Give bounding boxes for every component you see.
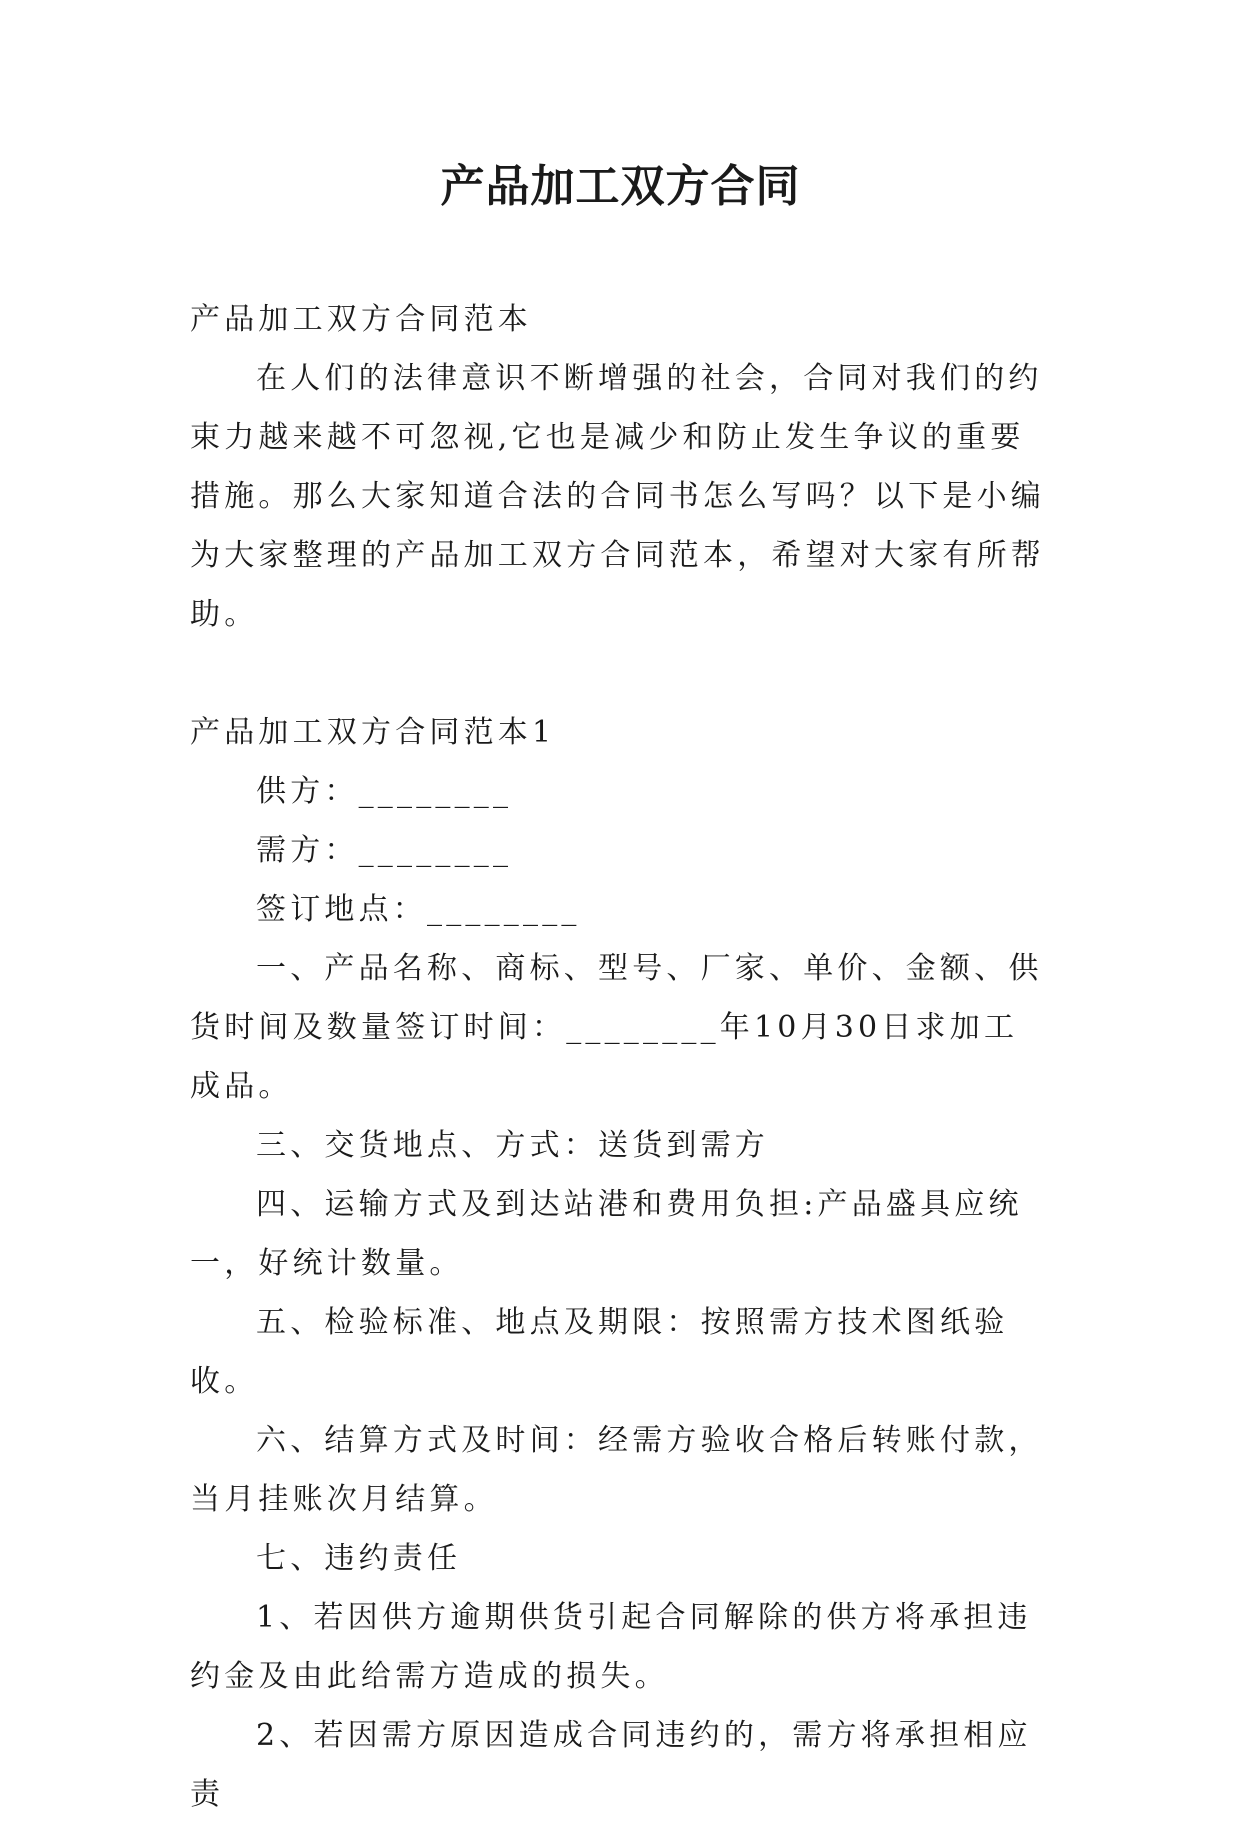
clause-6: 六、结算方式及时间：经需方验收合格后转账付款，当月挂账次月结算。	[190, 1423, 1043, 1517]
liability-item-1: 1、若因供方逾期供货引起合同解除的供方将承担违约金及由此给需方造成的损失。	[190, 1600, 1032, 1694]
buyer-line: 需方：________	[256, 833, 513, 868]
clause-4: 四、运输方式及到达站港和费用负担:产品盛具应统一，好统计数量。	[190, 1187, 1023, 1281]
subtitle: 产品加工双方合同范本	[190, 302, 532, 337]
supplier-line: 供方：________	[256, 774, 513, 809]
clause-3: 三、交货地点、方式：送货到需方	[256, 1128, 769, 1163]
document-body	[190, 290, 1052, 1824]
liability-item-2: 2、若因需方原因造成合同违约的，需方将承担相应责	[190, 1718, 1032, 1812]
signing-place-line: 签订地点：________	[256, 892, 581, 927]
clause-5: 五、检验标准、地点及期限：按照需方技术图纸验收。	[190, 1305, 1009, 1399]
clause-7: 七、违约责任	[256, 1541, 462, 1576]
intro-paragraph: 在人们的法律意识不断增强的社会，合同对我们的约束力越来越不可忽视,它也是减少和防止发生争议的重要措施。那么大家知道合法的合同书怎么写吗？以下是小编为大家整理的产品加工双方合同范本，希望对大家有所帮助。	[190, 361, 1045, 632]
document-title: 产品加工双方合同	[440, 161, 801, 212]
section-title: 产品加工双方合同范本1	[190, 715, 556, 750]
clause-1: 一、产品名称、商标、型号、厂家、单价、金额、供货时间及数量签订时间：________年10月30日求加工成品。	[190, 951, 1043, 1104]
